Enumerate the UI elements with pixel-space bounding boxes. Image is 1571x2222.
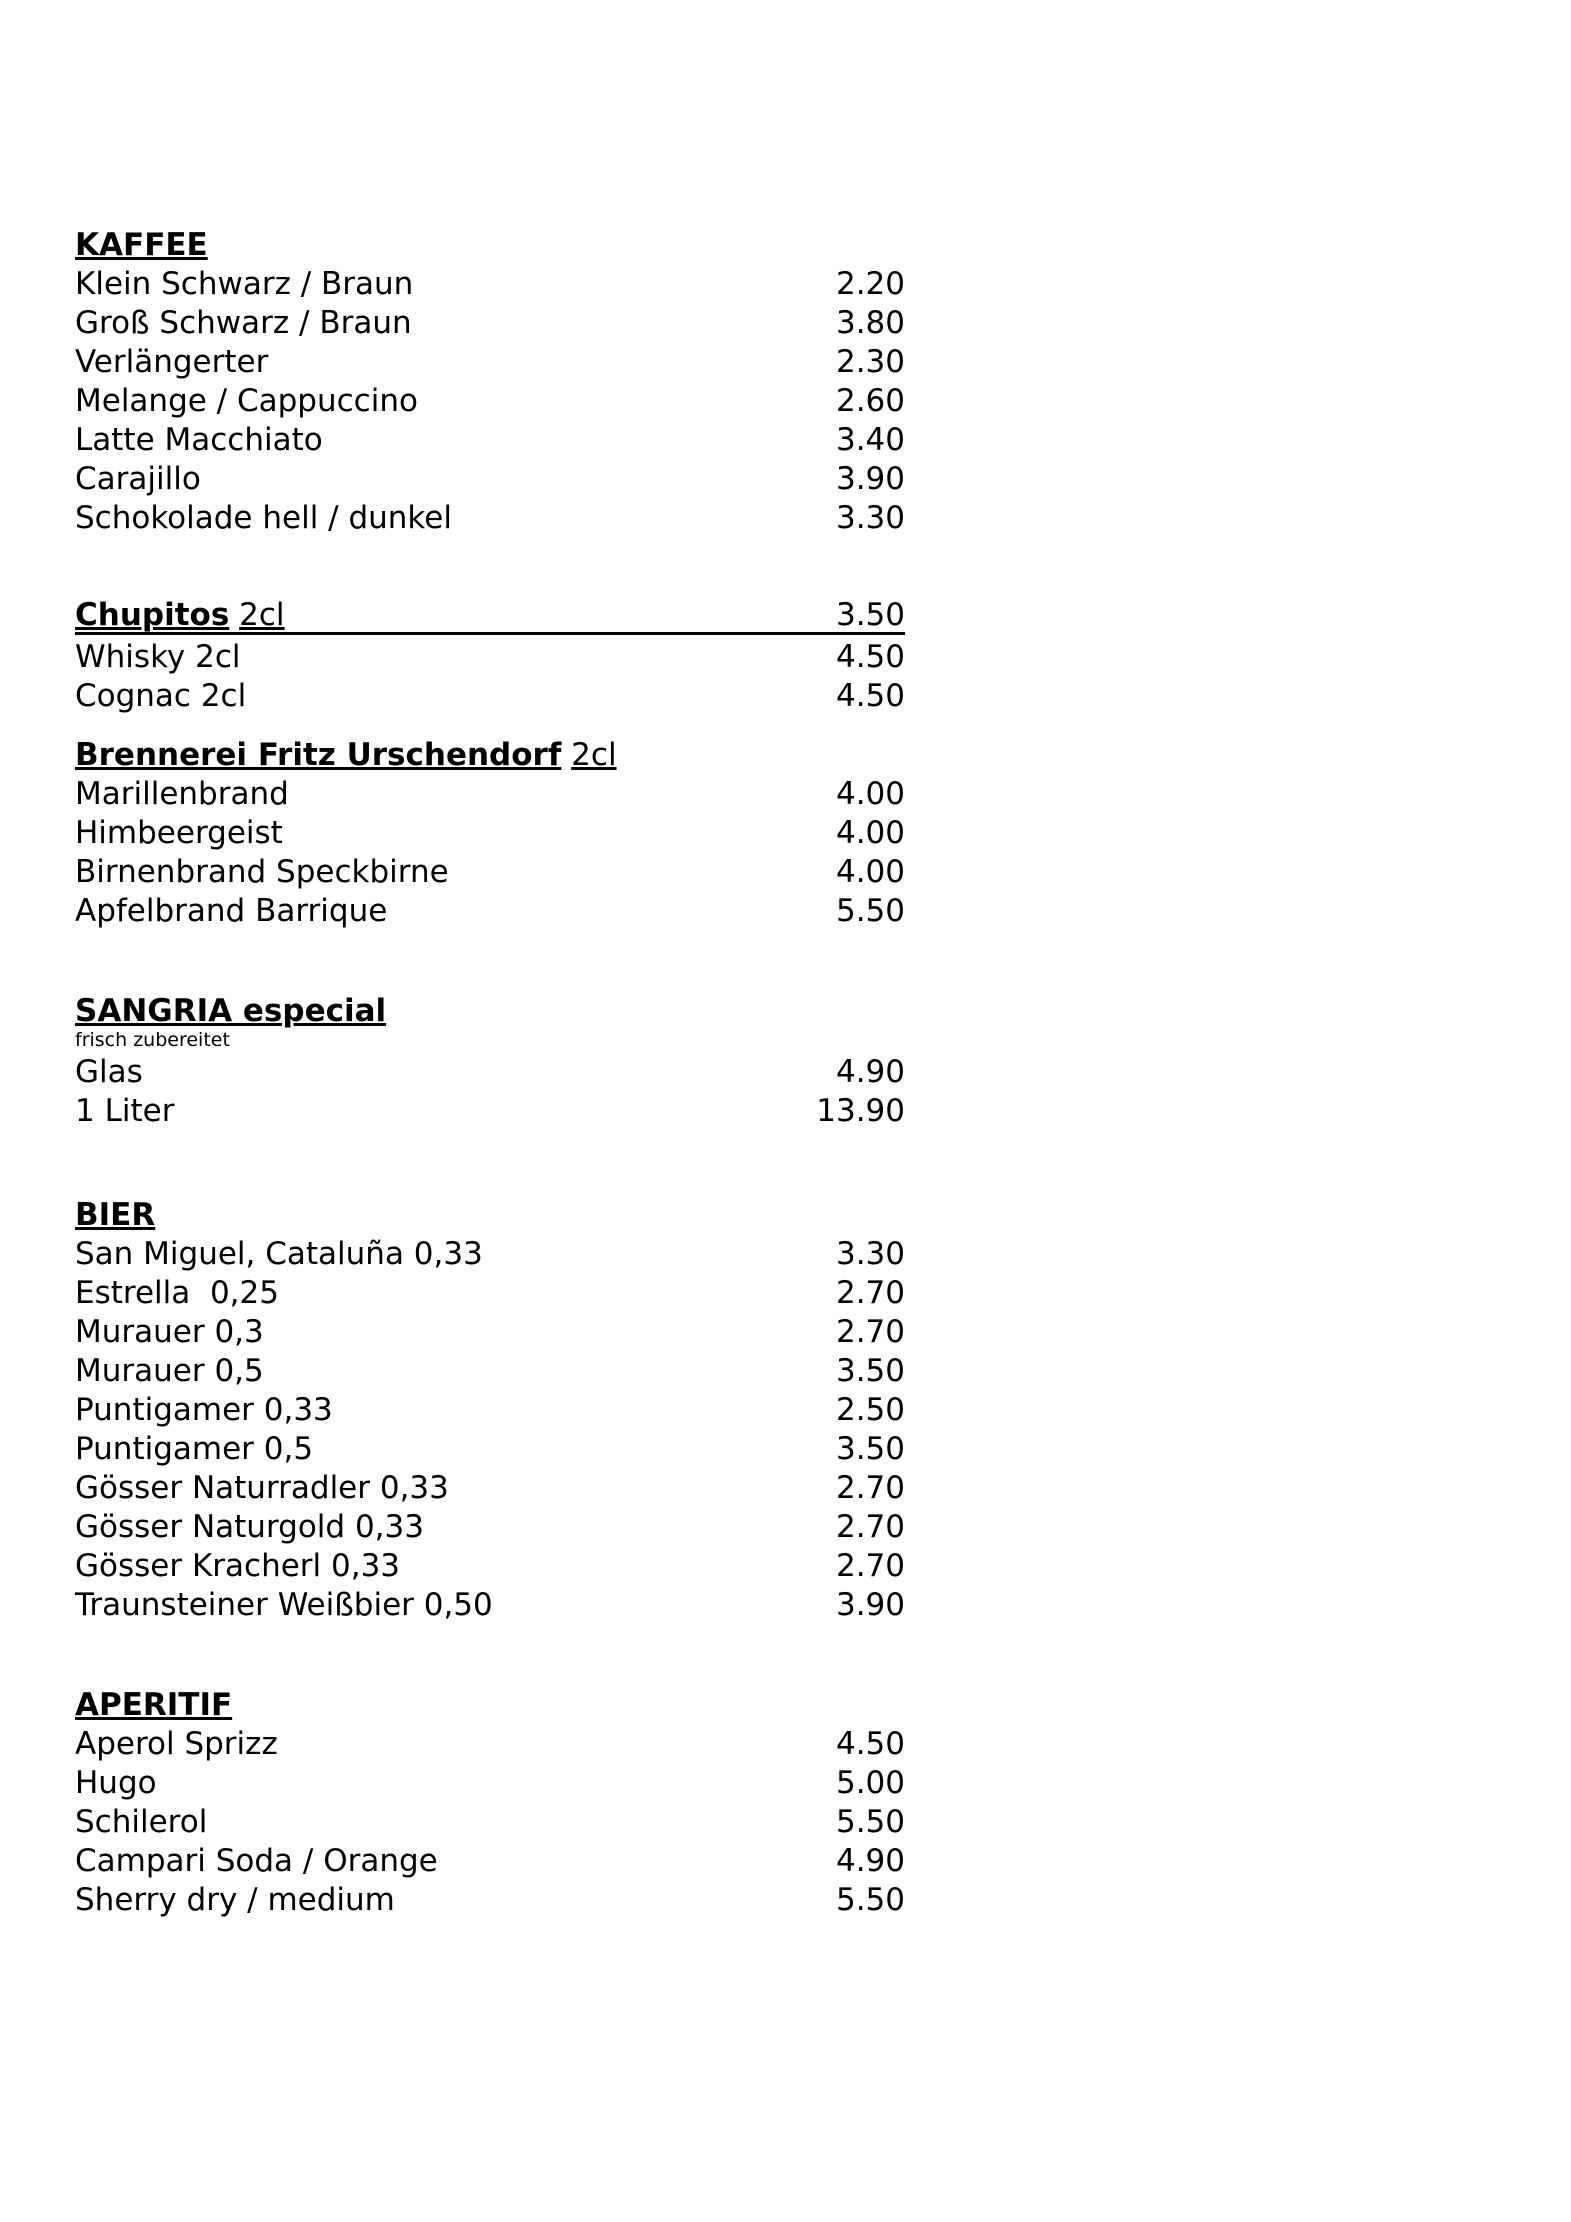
menu-item [75,1803,905,1842]
item-name: Carajillo [75,461,201,497]
section-title: KAFFEE [75,227,208,263]
menu-item [75,421,905,460]
item-name: San Miguel, Cataluña 0,33 [75,1236,483,1272]
item-price: 3.90 [835,461,905,497]
item-price: 2.70 [835,1509,905,1545]
menu-item [75,1391,905,1430]
item-name: Cognac 2cl [75,678,247,714]
item-price: 2.70 [835,1470,905,1506]
menu-item [75,499,905,538]
menu-item [75,1725,905,1764]
item-price: 2.20 [835,266,905,302]
section-size: 2cl [571,737,617,773]
section-heading [75,226,905,265]
item-name: Schilerol [75,1804,208,1840]
menu-item [75,1235,905,1274]
item-name: Marillenbrand [75,776,289,812]
item-name: Klein Schwarz / Braun [75,266,414,302]
item-price: 3.30 [835,1236,905,1272]
item-price: 4.00 [835,776,905,812]
item-price: 4.50 [835,639,905,675]
item-name: Murauer 0,3 [75,1314,264,1350]
menu-item [75,892,905,931]
item-name: Birnenbrand Speckbirne [75,854,449,890]
section-chupitos [75,596,905,716]
item-price: 3.80 [835,305,905,341]
item-name: Campari Soda / Orange [75,1843,438,1879]
item-name: Estrella 0,25 [75,1275,279,1311]
item-price: 4.90 [835,1054,905,1090]
section-title: Brennerei Fritz Urschendorf [75,737,562,773]
menu-item [75,1547,905,1586]
item-price: 13.90 [816,1093,905,1129]
menu-item [75,1430,905,1469]
menu-item [75,343,905,382]
item-price: 4.50 [835,678,905,714]
section-note: frisch zubereitet [75,1029,230,1051]
menu-item [75,638,905,677]
item-price: 5.50 [835,1804,905,1840]
item-name: Groß Schwarz / Braun [75,305,412,341]
item-name: Latte Macchiato [75,422,323,458]
section-heading [75,992,905,1031]
item-name: Gösser Naturgold 0,33 [75,1509,424,1545]
drinks-menu [75,226,905,1920]
menu-item [75,1469,905,1508]
item-price: 5.50 [835,1882,905,1918]
item-price: 2.60 [835,383,905,419]
item-price: 3.50 [835,1353,905,1389]
section-heading [75,1686,905,1725]
section-size: 2cl [239,597,285,633]
item-price: 5.00 [835,1765,905,1801]
item-name: Murauer 0,5 [75,1353,264,1389]
menu-item [75,1881,905,1920]
item-name: Whisky 2cl [75,639,241,675]
menu-item [75,1352,905,1391]
section-bier [75,1196,905,1625]
item-price: 3.50 [835,1431,905,1467]
section-heading [75,736,905,775]
menu-item [75,1092,905,1131]
section-heading [75,596,905,635]
item-price: 2.30 [835,344,905,380]
item-name: Schokolade hell / dunkel [75,500,452,536]
item-name: Puntigamer 0,33 [75,1392,333,1428]
menu-item [75,775,905,814]
item-price: 5.50 [835,893,905,929]
section-sangria [75,992,905,1131]
menu-item [75,1274,905,1313]
item-name: Melange / Cappuccino [75,383,418,419]
menu-item [75,1313,905,1352]
item-price: 2.70 [835,1314,905,1350]
item-name: Himbeergeist [75,815,283,851]
section-title: APERITIF [75,1687,233,1723]
section-title: SANGRIA especial [75,993,387,1029]
item-price: 3.30 [835,500,905,536]
item-price: 4.00 [835,854,905,890]
menu-item [75,814,905,853]
item-price: 2.70 [835,1275,905,1311]
menu-item [75,460,905,499]
item-name: Sherry dry / medium [75,1882,395,1918]
section-kaffee [75,226,905,538]
item-name: 1 Liter [75,1093,175,1129]
menu-item [75,1053,905,1092]
menu-item [75,382,905,421]
section-brennerei [75,736,905,931]
item-price: 3.40 [835,422,905,458]
item-name: Aperol Sprizz [75,1726,278,1762]
menu-item [75,265,905,304]
section-heading [75,1196,905,1235]
item-name: Hugo [75,1765,157,1801]
menu-item [75,677,905,716]
menu-item [75,1842,905,1881]
menu-item [75,304,905,343]
section-title: BIER [75,1197,156,1233]
section-aperitif [75,1686,905,1920]
item-name: Verlängerter [75,344,269,380]
item-price: 2.50 [835,1392,905,1428]
menu-item [75,1586,905,1625]
menu-item [75,853,905,892]
item-name: Gösser Naturradler 0,33 [75,1470,449,1506]
item-name: Apfelbrand Barrique [75,893,388,929]
item-price: 4.90 [835,1843,905,1879]
section-title: Chupitos [75,597,230,633]
item-name: Traunsteiner Weißbier 0,50 [75,1587,493,1623]
item-price: 4.00 [835,815,905,851]
item-name: Gösser Kracherl 0,33 [75,1548,401,1584]
item-price: 3.90 [835,1587,905,1623]
section-price: 3.50 [835,597,905,633]
item-name: Glas [75,1054,143,1090]
menu-item [75,1508,905,1547]
item-name: Puntigamer 0,5 [75,1431,314,1467]
item-price: 4.50 [835,1726,905,1762]
menu-item [75,1764,905,1803]
item-price: 2.70 [835,1548,905,1584]
